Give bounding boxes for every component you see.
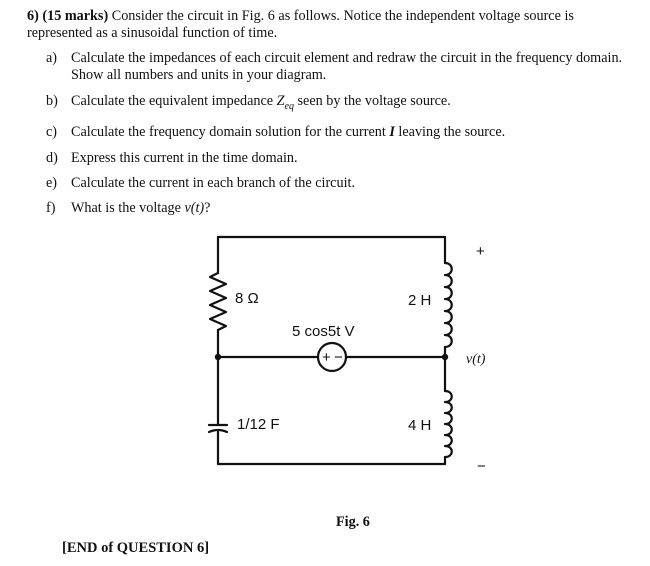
part-text: Express this current in the time domain. [71,149,298,166]
part-label: c) [46,123,58,140]
inductor-top-label: 2 H [408,292,432,309]
part-label: b) [46,93,58,109]
current-symbol: I [389,123,395,140]
part-b [46,93,636,115]
resistor [210,273,226,330]
zeq-symbol: Z [276,93,285,109]
part-c [46,124,636,141]
part-text [71,93,636,115]
end-of-question: [END of QUESTION 6] [62,540,210,556]
question-parts-list [46,50,636,217]
part-text-post: ? [204,199,211,216]
source-label: 5 cos5t V [292,323,355,340]
part-d [46,150,636,167]
capacitor-label: 1/12 F [237,416,280,433]
part-text-pre: What is the voltage [71,199,185,216]
part-f [46,200,636,217]
part-text: Calculate the current in each branch of the circuit. [71,174,356,191]
voltage-symbol: v(t) [184,199,205,216]
inductor-bottom-label: 4 H [408,417,432,434]
part-label: f) [46,199,56,216]
question-number: 6) [27,8,39,24]
part-label: e) [46,174,58,191]
part-text-pre: Calculate the frequency domain solution for the current [71,123,390,140]
circuit-svg [195,225,515,485]
resistor-label: 8 Ω [235,290,259,307]
output-minus-sign: − [477,458,486,475]
inductor-bottom [445,391,452,457]
part-label: d) [46,149,58,166]
output-voltage-label: v(t) [466,352,486,367]
output-plus-sign: + [476,243,485,260]
question-intro: Consider the circuit in Fig. 6 as follows. Notice the independent voltage source is represented as a sinusoidal function of time. [27,8,574,41]
zeq-subscript: eq [284,100,294,112]
question-header [27,8,637,42]
part-text-pre: Calculate the equivalent impedance [71,93,277,109]
circuit-diagram [195,225,515,485]
part-text: Calculate the impedances of each circuit element and redraw the circuit in the frequency domain. Show all numbers and units in your diagram. [71,50,623,83]
part-text-post: seen by the voltage source. [293,93,451,109]
source-plus-sign: + [322,349,331,366]
node-left [215,354,221,360]
figure-caption: Fig. 6 [336,514,370,530]
part-e [46,175,636,192]
part-a [46,50,636,84]
part-label: a) [46,50,58,66]
node-right [442,354,448,360]
part-text-post: leaving the source. [394,123,506,140]
inductor-top [445,263,452,347]
part-text [71,200,636,217]
question-marks: (15 marks) [42,8,109,24]
part-text [71,124,636,141]
source-minus-sign: − [334,349,343,366]
